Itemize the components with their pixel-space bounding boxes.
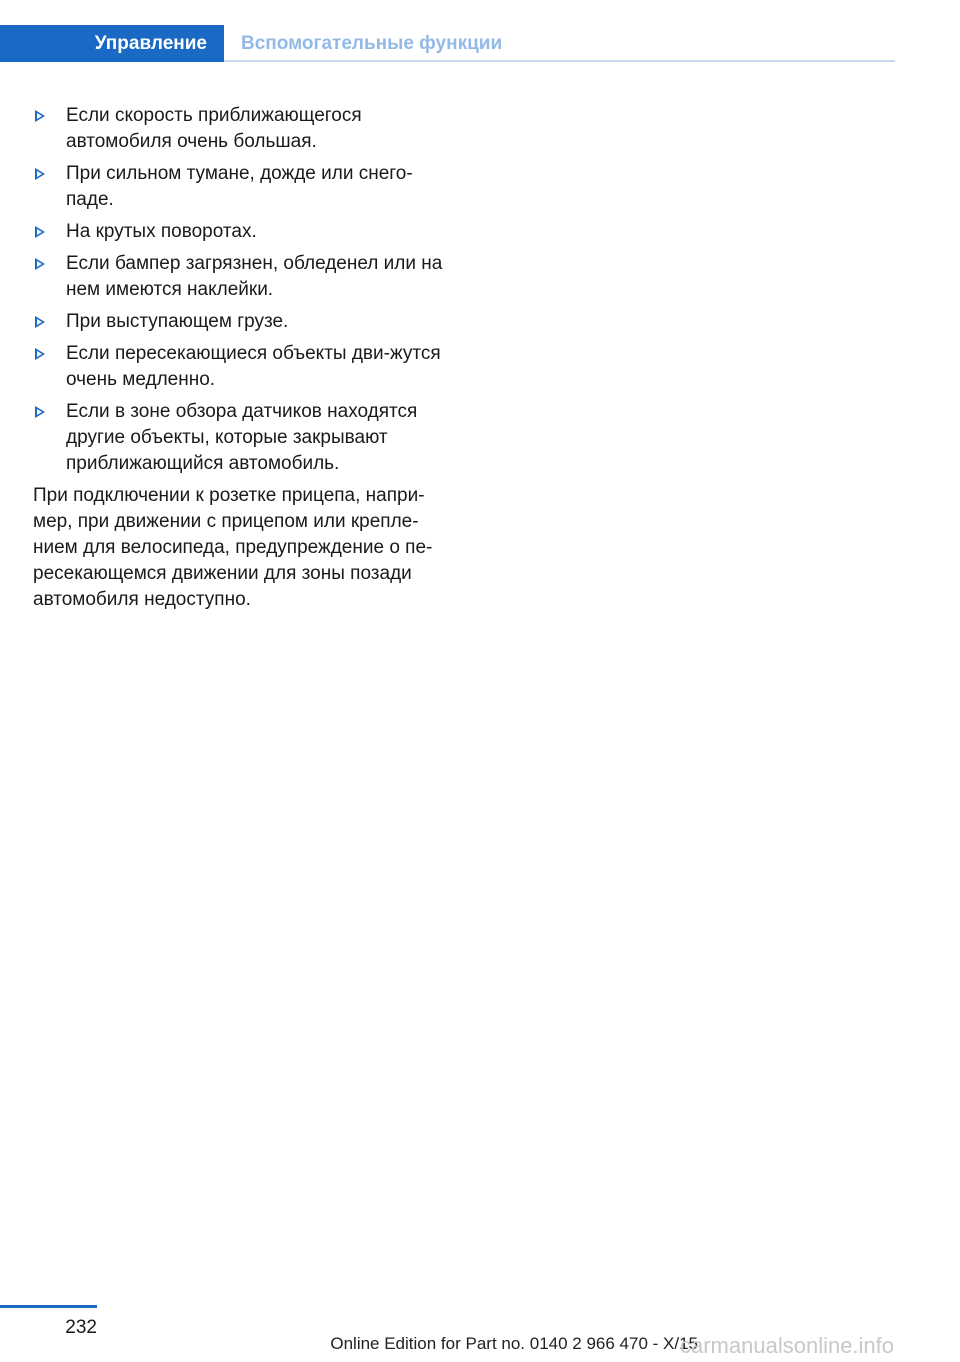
- footer-rule: [0, 1305, 97, 1308]
- triangle-bullet-icon: [35, 406, 45, 418]
- list-item-text: Если в зоне обзора датчиков находятся другие объекты, которые закрывают приближающийся автомобиль.: [66, 401, 418, 474]
- list-item: [33, 219, 443, 245]
- section-tab-inactive[interactable]: Вспомогательные функции: [241, 32, 503, 54]
- triangle-bullet-icon: [35, 316, 45, 328]
- list-item-text: При выступающем грузе.: [66, 311, 289, 332]
- list-item: [33, 309, 443, 335]
- triangle-bullet-icon: [35, 168, 45, 180]
- list-item-text: Если скорость приближающегося автомобиля очень большая.: [66, 105, 362, 152]
- watermark: carmanualsonline.info: [680, 1333, 895, 1358]
- list-item-text: Если бампер загрязнен, обледенел или на нем имеются наклейки.: [66, 253, 443, 300]
- list-item: [33, 161, 443, 213]
- triangle-bullet-icon: [35, 348, 45, 360]
- list-item: [33, 103, 443, 155]
- list-item-text: При сильном тумане, дожде или снего-паде.: [66, 163, 413, 210]
- list-item-text: Если пересекающиеся объекты дви-жутся очень медленно.: [66, 343, 441, 390]
- list-item-text: На крутых поворотах.: [66, 221, 257, 242]
- main-content: [33, 103, 443, 613]
- list-item: [33, 341, 443, 393]
- page-number: 232: [65, 1317, 97, 1338]
- section-tab-active[interactable]: Управление: [0, 25, 224, 62]
- body-paragraph: При подключении к розетке прицепа, напри-мер, при движении с прицепом или крепле-нием для велосипеда, предупреждение о пе-ресекающемся движении для зоны позади автомобиля недоступно.: [33, 485, 433, 610]
- edition-note: Online Edition for Part no. 0140 2 966 470 - X/15: [330, 1334, 698, 1353]
- list-item: [33, 251, 443, 303]
- triangle-bullet-icon: [35, 258, 45, 270]
- triangle-bullet-icon: [35, 226, 45, 238]
- bullet-list: [33, 103, 443, 477]
- list-item: [33, 399, 443, 477]
- triangle-bullet-icon: [35, 110, 45, 122]
- page-header: [0, 25, 895, 62]
